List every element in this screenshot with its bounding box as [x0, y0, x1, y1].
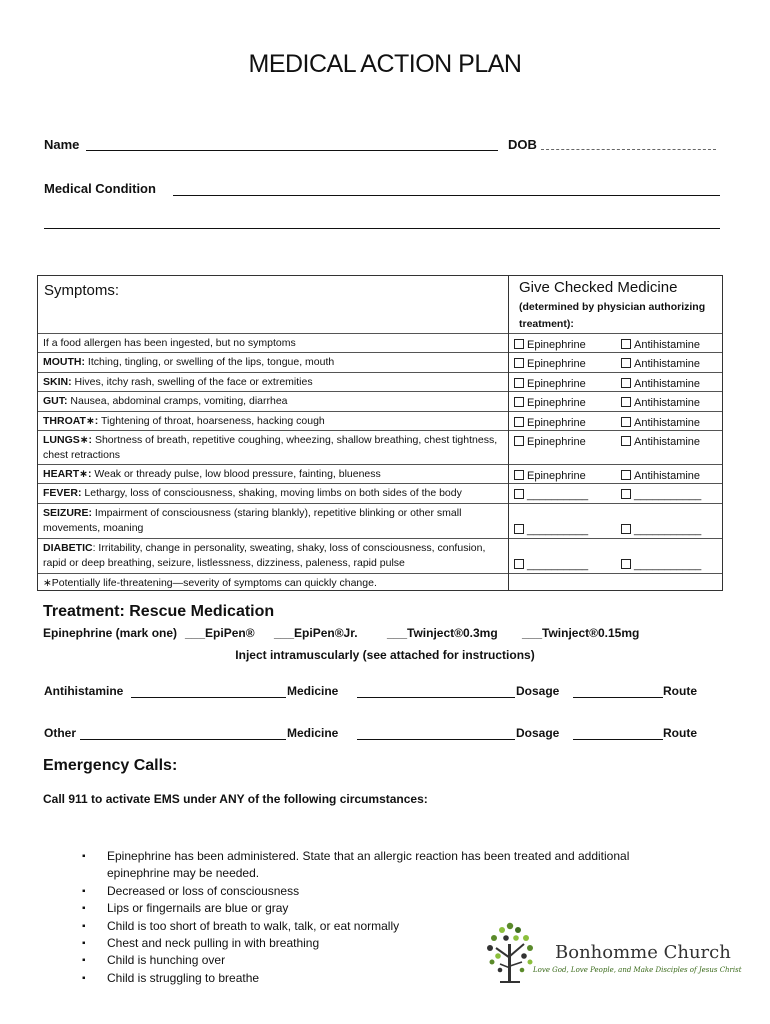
antihistamine-checkbox[interactable]	[621, 416, 700, 431]
symptom-category: LUNGS∗:	[43, 434, 93, 446]
epinephrine-checkbox[interactable]	[514, 523, 588, 538]
medicine-column	[508, 275, 723, 591]
checkbox-label: Epinephrine	[527, 417, 586, 429]
checkbox-icon[interactable]	[621, 524, 631, 534]
footnote: ∗Potentially life-threatening—severity of symptoms can quickly change.	[43, 577, 377, 589]
page-title: MEDICAL ACTION PLAN	[248, 50, 522, 78]
antihistamine-dosage-label: Dosage	[516, 684, 560, 698]
checkbox-label: Antihistamine	[634, 358, 701, 370]
emergency-list-item: ▪ Chest and neck pulling in with breathing	[82, 935, 667, 952]
emergency-intro: Call 911 to activate EMS under ANY of the following circumstances:	[43, 792, 428, 806]
checkbox-label: ___________	[634, 524, 702, 536]
symptom-category: GUT:	[43, 395, 68, 407]
checkbox-label: Antihistamine	[634, 470, 701, 482]
checkbox-label: Epinephrine	[527, 378, 586, 390]
checkbox-icon[interactable]	[621, 378, 631, 388]
symptom-category: THROAT∗:	[43, 415, 99, 427]
antihistamine-dosage-field[interactable]	[357, 697, 515, 698]
symptom-row	[38, 333, 510, 352]
medicine-row	[509, 538, 722, 573]
other-field[interactable]	[80, 739, 286, 740]
inject-note: Inject intramuscularly (see attached for instructions)	[235, 648, 535, 662]
epinephrine-checkbox[interactable]	[514, 469, 586, 484]
checkbox-icon[interactable]	[514, 397, 524, 407]
checkbox-icon[interactable]	[514, 489, 524, 499]
symptom-text: : Irritability, change in personality, sweating, shaky, loss of consciousness, confusion, rapid or deep breathing, seizure, listlessness, dizziness, paleness, rapid pulse	[43, 542, 486, 569]
medicine-row	[509, 430, 722, 464]
symptom-text: Lethargy, loss of consciousness, shaking, moving limbs on both sides of the body	[81, 487, 462, 499]
checkbox-icon[interactable]	[621, 417, 631, 427]
other-dosage-label: Dosage	[516, 726, 560, 740]
dob-field[interactable]	[541, 149, 716, 150]
logo-tree-icon	[480, 918, 540, 988]
medical-condition-field[interactable]	[173, 195, 720, 196]
footnote-row-right	[509, 573, 722, 590]
symptoms-header: Symptoms:	[44, 282, 120, 299]
antihistamine-checkbox[interactable]	[621, 435, 700, 450]
checkbox-icon[interactable]	[514, 339, 524, 349]
logo-name: Bonhomme Church	[555, 942, 731, 963]
checkbox-label: Epinephrine	[527, 358, 586, 370]
checkbox-label: ___________	[634, 489, 702, 501]
symptom-category: SKIN:	[43, 376, 72, 388]
antihistamine-route-field[interactable]	[573, 697, 663, 698]
antihistamine-checkbox[interactable]	[621, 488, 701, 503]
antihistamine-checkbox[interactable]	[621, 523, 701, 538]
symptom-category: DIABETIC	[43, 542, 93, 554]
symptom-text: Tightening of throat, hoarseness, hacking cough	[98, 415, 325, 427]
symptom-text: Hives, itchy rash, swelling of the face or extremities	[71, 376, 313, 388]
symptom-row	[38, 430, 510, 464]
symptom-category: MOUTH:	[43, 356, 85, 368]
emergency-list-item: ▪ Epinephrine has been administered. State that an allergic reaction has been treated and additional epinephrine may be needed.	[82, 848, 667, 883]
checkbox-label: Epinephrine	[527, 436, 586, 448]
footnote-row	[38, 573, 510, 590]
epinephrine-label: Epinephrine (mark one)	[43, 626, 178, 640]
medicine-row	[509, 411, 722, 430]
epinephrine-checkbox[interactable]	[514, 396, 586, 411]
antihistamine-checkbox[interactable]	[621, 396, 700, 411]
symptom-row	[38, 538, 510, 573]
symptom-text: Nausea, abdominal cramps, vomiting, diarrhea	[67, 395, 288, 407]
symptom-row	[38, 372, 510, 391]
antihistamine-route-label: Route	[663, 684, 697, 698]
symptom-text: Impairment of consciousness (staring blankly), repetitive blinking or other small movements, moaning	[43, 507, 462, 534]
checkbox-label: ___________	[634, 559, 702, 571]
emergency-list-item: ▪ Lips or fingernails are blue or gray	[82, 900, 667, 917]
checkbox-icon[interactable]	[514, 436, 524, 446]
checkbox-label: Antihistamine	[634, 378, 701, 390]
checkbox-icon[interactable]	[621, 559, 631, 569]
antihistamine-medicine-label: Medicine	[287, 684, 339, 698]
checkbox-label: Antihistamine	[634, 339, 701, 351]
symptom-text: Itching, tingling, or swelling of the lips, tongue, mouth	[85, 356, 335, 368]
checkbox-icon[interactable]	[621, 470, 631, 480]
antihistamine-checkbox[interactable]	[621, 338, 700, 353]
emergency-list-item: ▪ Decreased or loss of consciousness	[82, 883, 667, 900]
symptom-row	[38, 503, 510, 538]
medicine-row	[509, 503, 722, 538]
epinephrine-checkbox[interactable]	[514, 357, 586, 372]
checkbox-icon[interactable]	[514, 524, 524, 534]
epipen-option[interactable]: ___EpiPen®	[185, 626, 255, 640]
checkbox-icon[interactable]	[621, 397, 631, 407]
antihistamine-checkbox[interactable]	[621, 357, 700, 372]
symptoms-column	[37, 275, 510, 591]
epinephrine-checkbox[interactable]	[514, 435, 586, 450]
checkbox-icon[interactable]	[514, 470, 524, 480]
emergency-header: Emergency Calls:	[43, 757, 178, 774]
symptom-row	[38, 391, 510, 411]
symptom-category: HEART∗:	[43, 468, 92, 480]
emergency-list-item: ▪ Child is too short of breath to walk, talk, or eat normally	[82, 918, 667, 935]
other-label: Other	[44, 726, 77, 740]
checkbox-icon[interactable]	[621, 436, 631, 446]
antihistamine-field[interactable]	[131, 697, 286, 698]
symptom-row	[38, 464, 510, 483]
medicine-row	[509, 372, 722, 391]
other-dosage-field[interactable]	[357, 739, 515, 740]
antihistamine-checkbox[interactable]	[621, 558, 701, 573]
checkbox-label: Antihistamine	[634, 436, 701, 448]
checkbox-label: Epinephrine	[527, 339, 586, 351]
checkbox-label: __________	[527, 489, 589, 501]
checkbox-icon[interactable]	[621, 489, 631, 499]
symptom-row	[38, 483, 510, 503]
checkbox-icon[interactable]	[514, 378, 524, 388]
symptom-category: FEVER:	[43, 487, 82, 499]
antihistamine-label: Antihistamine	[44, 684, 124, 698]
antihistamine-checkbox[interactable]	[621, 377, 700, 392]
symptom-text: If a food allergen has been ingested, but no symptoms	[43, 337, 296, 349]
medicine-row	[509, 352, 722, 372]
epinephrine-checkbox[interactable]	[514, 338, 586, 353]
symptom-text: Weak or thready pulse, low blood pressure, fainting, blueness	[91, 468, 381, 480]
symptom-row	[38, 352, 510, 372]
twinject-03-option[interactable]: ___Twinject®0.3mg	[387, 626, 498, 640]
symptom-row	[38, 411, 510, 430]
logo-tagline: Love God, Love People, and Make Disciples of Jesus Christ	[533, 966, 742, 974]
checkbox-icon[interactable]	[514, 559, 524, 569]
name-field[interactable]	[86, 150, 498, 151]
medicine-row	[509, 333, 722, 352]
other-route-field[interactable]	[573, 739, 663, 740]
antihistamine-checkbox[interactable]	[621, 469, 700, 484]
checkbox-label: Antihistamine	[634, 417, 701, 429]
medicine-row	[509, 391, 722, 411]
medical-condition-label: Medical Condition	[44, 181, 156, 196]
medicine-row	[509, 483, 722, 503]
symptom-category: SEIZURE:	[43, 507, 93, 519]
checkbox-label: __________	[527, 524, 589, 536]
checkbox-icon[interactable]	[514, 417, 524, 427]
checkbox-label: Epinephrine	[527, 470, 586, 482]
treatment-header: Treatment: Rescue Medication	[43, 603, 275, 620]
give-checked-medicine-header: Give Checked Medicine	[519, 279, 678, 296]
other-route-label: Route	[663, 726, 697, 740]
checkbox-icon[interactable]	[621, 339, 631, 349]
checkbox-label: Antihistamine	[634, 397, 701, 409]
checkbox-label: Epinephrine	[527, 397, 586, 409]
name-label: Name	[44, 137, 80, 152]
epinephrine-checkbox[interactable]	[514, 558, 588, 573]
emergency-list-item: ▪ Child is struggling to breathe	[82, 970, 667, 987]
give-checked-subheader: (determined by physician authorizing treatment):	[519, 301, 706, 330]
checkbox-label: __________	[527, 559, 589, 571]
twinject-015-option[interactable]: ___Twinject®0.15mg	[522, 626, 640, 640]
epinephrine-checkbox[interactable]	[514, 377, 586, 392]
emergency-list-item: ▪ Child is hunching over	[82, 952, 667, 969]
medical-condition-field-line2[interactable]	[44, 228, 720, 229]
checkbox-icon[interactable]	[621, 358, 631, 368]
dob-label: DOB	[508, 137, 537, 152]
other-medicine-label: Medicine	[287, 726, 339, 740]
symptom-text: Shortness of breath, repetitive coughing, wheezing, shallow breathing, chest tightness, chest retractions	[43, 434, 498, 461]
epinephrine-checkbox[interactable]	[514, 416, 586, 431]
epipen-jr-option[interactable]: ___EpiPen®Jr.	[274, 626, 358, 640]
epinephrine-checkbox[interactable]	[514, 488, 588, 503]
checkbox-icon[interactable]	[514, 358, 524, 368]
medicine-row	[509, 464, 722, 483]
